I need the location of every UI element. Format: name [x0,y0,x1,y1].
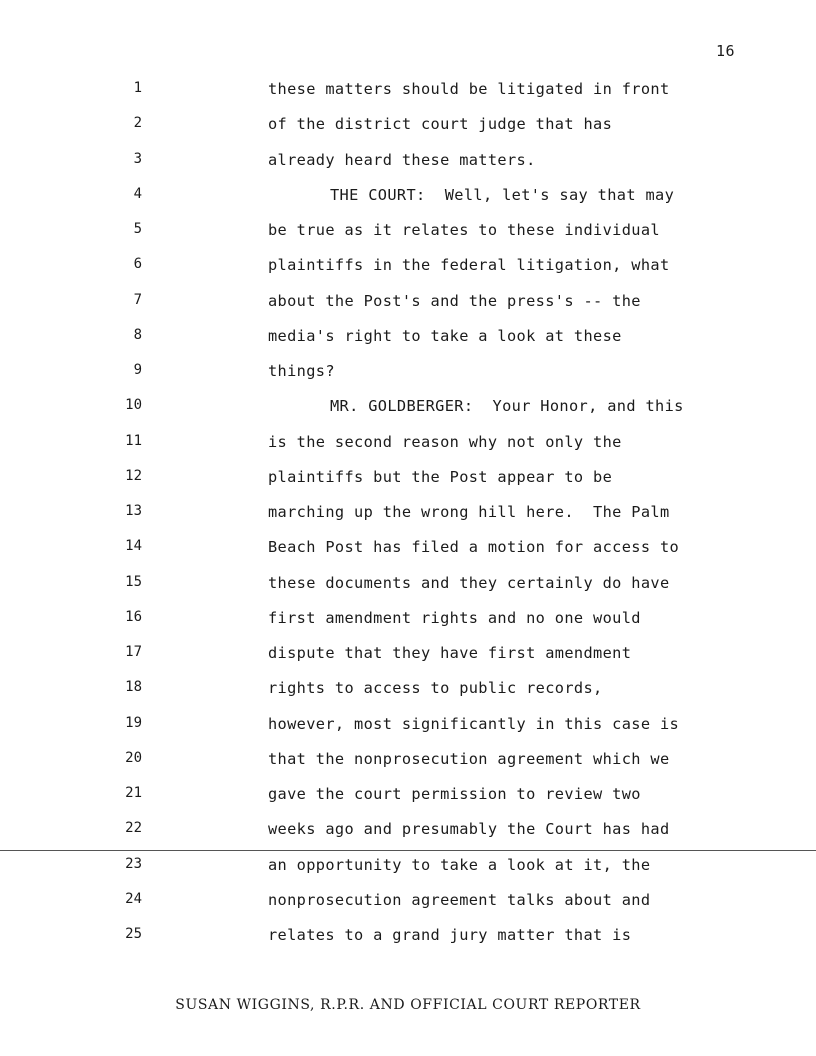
line-number: 19 [125,714,142,731]
transcript-line [0,750,816,785]
line-text: things? [268,362,335,380]
transcript-line [0,891,816,926]
line-number: 16 [125,608,142,625]
transcript-line [0,468,816,503]
line-number: 7 [133,291,142,308]
transcript-line [0,115,816,150]
transcript-line [0,926,816,961]
line-number: 15 [125,573,142,590]
line-text: weeks ago and presumably the Court has had [268,820,670,839]
line-text: dispute that they have first amendment [268,644,632,662]
line-text: these matters should be litigated in front [268,80,670,98]
page-number: 16 [716,42,736,60]
line-text: however, most significantly in this case is [268,714,680,733]
line-text: these documents and they certainly do have [268,573,670,592]
line-number: 21 [125,785,142,801]
line-number: 14 [125,538,142,555]
line-text: plaintiffs but the Post appear to be [268,467,613,486]
line-number: 20 [125,749,142,766]
transcript-line [0,538,816,573]
transcript-line [0,362,816,397]
line-number: 13 [125,503,142,519]
line-number: 10 [125,397,142,414]
line-number: 17 [125,644,142,660]
line-text: nonprosecution agreement talks about and [268,890,651,909]
line-text: gave the court permission to review two [268,785,641,803]
transcript-line [0,644,816,679]
line-number: 25 [125,926,142,942]
line-text: is the second reason why not only the [268,432,622,451]
line-number: 24 [125,890,142,907]
line-text: rights to access to public records, [268,679,603,698]
transcript-line [0,679,816,714]
line-text: MR. GOLDBERGER: Your Honor, and this [330,397,684,416]
line-number: 3 [133,150,142,167]
transcript-line [0,609,816,644]
line-text: Beach Post has filed a motion for access to [268,538,680,557]
line-text: that the nonprosecution agreement which we [268,749,670,768]
line-number: 22 [125,820,142,837]
line-text: of the district court judge that has [268,115,613,134]
line-number: 2 [133,115,142,132]
transcript-line [0,80,816,115]
transcript-line [0,186,816,221]
line-number: 5 [133,221,142,237]
transcript-line [0,574,816,609]
transcript-line [0,856,816,891]
line-text: relates to a grand jury matter that is [268,926,632,944]
line-number: 9 [133,362,142,378]
line-text: media's right to take a look at these [268,326,622,345]
line-number: 12 [125,467,142,484]
line-number: 11 [125,432,142,449]
scan-divider-line [0,850,816,851]
line-number: 4 [133,185,142,202]
line-text: THE COURT: Well, let's say that may [330,185,675,204]
transcript-line [0,256,816,291]
line-text: plaintiffs in the federal litigation, what [268,256,670,275]
line-text: about the Post's and the press's -- the [268,291,641,310]
transcript-line [0,433,816,468]
transcript-line [0,292,816,327]
transcript-line [0,151,816,186]
line-number: 6 [133,256,142,273]
transcript-line [0,715,816,750]
line-number: 1 [133,80,142,96]
reporter-footer: SUSAN WIGGINS, R.P.R. AND OFFICIAL COURT REPORTER [175,997,641,1013]
line-number: 8 [133,326,142,343]
line-text: first amendment rights and no one would [268,608,641,627]
transcript-line [0,503,816,538]
line-number: 18 [125,679,142,696]
line-text: already heard these matters. [268,150,536,169]
line-number: 23 [125,855,142,872]
line-text: marching up the wrong hill here. The Palm [268,503,670,521]
line-text: be true as it relates to these individual [268,221,660,239]
line-text: an opportunity to take a look at it, the [268,855,651,874]
transcript-line [0,327,816,362]
transcript-line [0,397,816,432]
transcript-line [0,785,816,820]
transcript-line [0,221,816,256]
